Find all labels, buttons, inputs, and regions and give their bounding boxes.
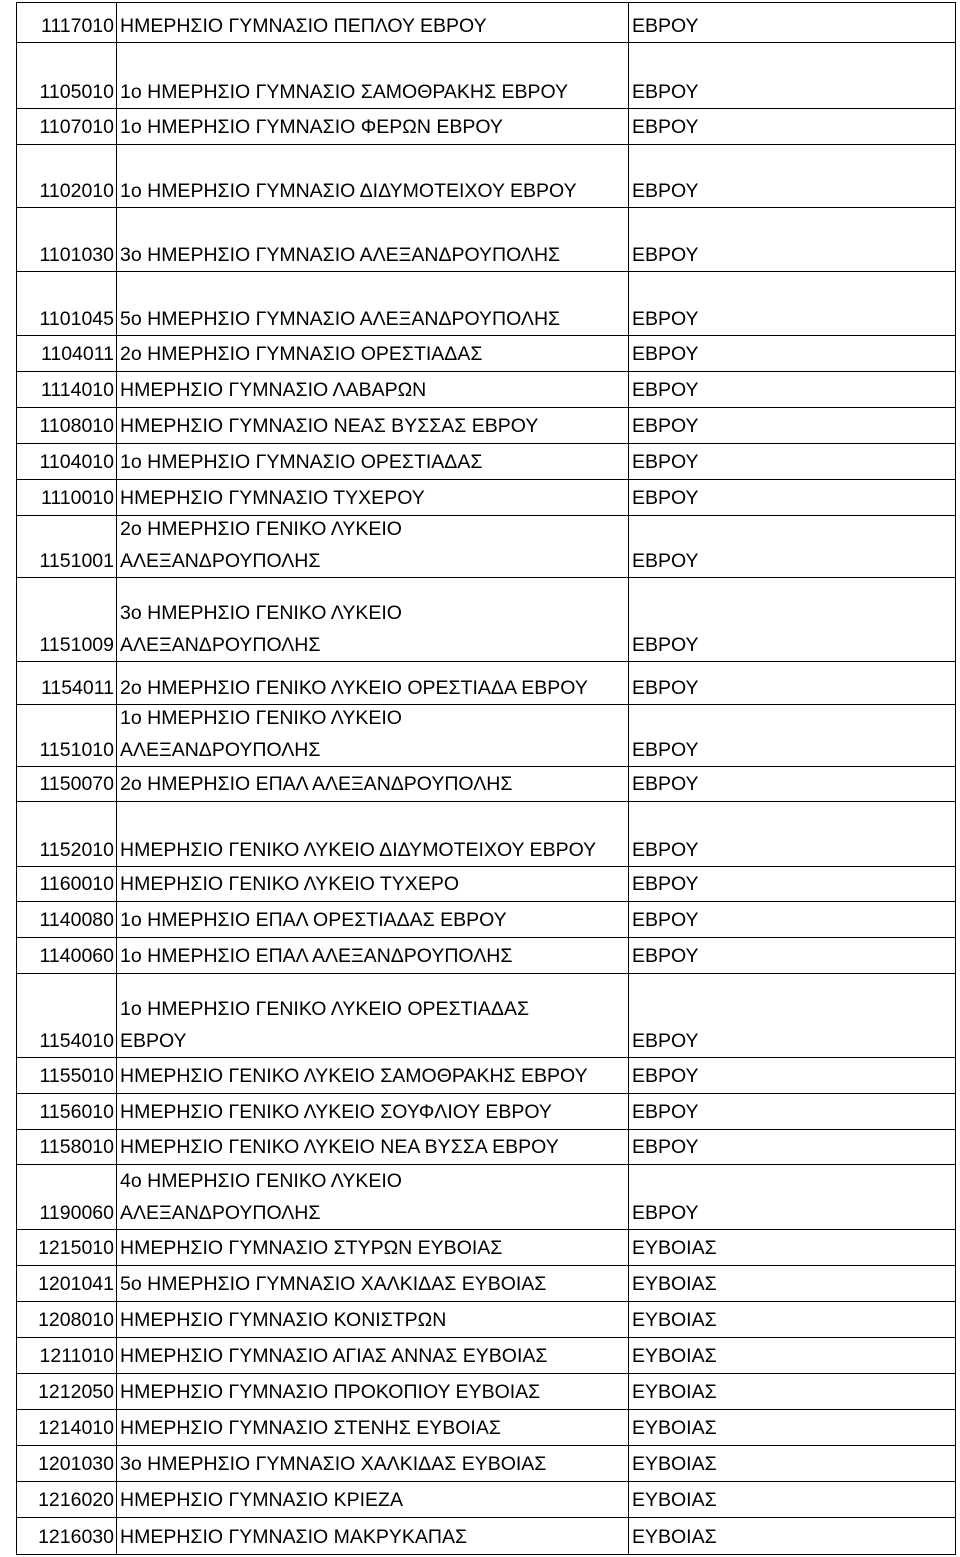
table-row: [16, 336, 956, 372]
table-row: [16, 1058, 956, 1094]
prefecture: ΕΥΒΟΙΑΣ: [628, 1446, 956, 1482]
school-name-line: 3ο ΗΜΕΡΗΣΙΟ ΓΥΜΝΑΣΙΟ ΑΛΕΞΑΝΔΡΟΥΠΟΛΗΣ: [120, 244, 561, 266]
table-row: [16, 480, 956, 516]
school-code: 1117010: [16, 2, 116, 43]
school-code: 1114010: [16, 372, 116, 408]
school-name: [116, 336, 628, 372]
prefecture: ΕΒΡΟΥ: [628, 1094, 956, 1130]
table-row: [16, 1446, 956, 1482]
prefecture: ΕΒΡΟΥ: [628, 372, 956, 408]
school-name-line: 5ο ΗΜΕΡΗΣΙΟ ΓΥΜΝΑΣΙΟ ΧΑΛΚΙΔΑΣ ΕΥΒΟΙΑΣ: [120, 1273, 547, 1295]
school-code: 1140080: [16, 902, 116, 938]
school-table: [16, 2, 956, 1555]
school-name-line: ΕΒΡΟΥ: [120, 1030, 187, 1052]
school-code: 1107010: [16, 109, 116, 145]
prefecture: ΕΒΡΟΥ: [628, 974, 956, 1058]
school-name-line: ΑΛΕΞΑΝΔΡΟΥΠΟΛΗΣ: [120, 550, 321, 572]
prefecture: ΕΥΒΟΙΑΣ: [628, 1374, 956, 1410]
school-name: [116, 1266, 628, 1302]
school-name: [116, 1410, 628, 1446]
prefecture: ΕΒΡΟΥ: [628, 867, 956, 902]
school-code: 1214010: [16, 1410, 116, 1446]
school-name-line: 3ο ΗΜΕΡΗΣΙΟ ΓΥΜΝΑΣΙΟ ΧΑΛΚΙΔΑΣ ΕΥΒΟΙΑΣ: [120, 1453, 547, 1475]
school-name-line: ΗΜΕΡΗΣΙΟ ΓΕΝΙΚΟ ΛΥΚΕΙΟ ΤΥΧΕΡΟ: [120, 873, 459, 895]
prefecture: ΕΒΡΟΥ: [628, 902, 956, 938]
school-code: 1154011: [16, 662, 116, 705]
school-name: [116, 1374, 628, 1410]
table-row: [16, 1302, 956, 1338]
school-name: [116, 1482, 628, 1518]
school-name-line: ΗΜΕΡΗΣΙΟ ΓΥΜΝΑΣΙΟ ΚΟΝΙΣΤΡΩΝ: [120, 1309, 447, 1331]
prefecture: ΕΒΡΟΥ: [628, 336, 956, 372]
table-row: [16, 938, 956, 974]
school-name-line: 2ο ΗΜΕΡΗΣΙΟ ΓΕΝΙΚΟ ΛΥΚΕΙΟ ΟΡΕΣΤΙΑΔΑ ΕΒΡΟΥ: [120, 677, 588, 699]
table-row: [16, 208, 956, 272]
school-code: 1215010: [16, 1230, 116, 1266]
school-code: 1104011: [16, 336, 116, 372]
table-row: [16, 802, 956, 867]
prefecture: ΕΒΡΟΥ: [628, 705, 956, 767]
table-row: [16, 1094, 956, 1130]
table-row: [16, 2, 956, 43]
school-name-line: 1ο ΗΜΕΡΗΣΙΟ ΓΥΜΝΑΣΙΟ ΣΑΜΟΘΡΑΚΗΣ ΕΒΡΟΥ: [120, 81, 569, 103]
school-name-line: ΑΛΕΞΑΝΔΡΟΥΠΟΛΗΣ: [120, 1202, 321, 1224]
table-row: [16, 145, 956, 208]
prefecture: ΕΒΡΟΥ: [628, 444, 956, 480]
school-name: [116, 1446, 628, 1482]
prefecture: ΕΒΡΟΥ: [628, 480, 956, 516]
school-code: 1216030: [16, 1518, 116, 1555]
prefecture: ΕΒΡΟΥ: [628, 1165, 956, 1230]
table-row: [16, 705, 956, 767]
school-name: [116, 578, 628, 662]
school-name-line: ΗΜΕΡΗΣΙΟ ΓΥΜΝΑΣΙΟ ΑΓΙΑΣ ΑΝΝΑΣ ΕΥΒΟΙΑΣ: [120, 1345, 548, 1367]
school-code: 1216020: [16, 1482, 116, 1518]
school-code: 1101030: [16, 208, 116, 272]
school-name-line: ΗΜΕΡΗΣΙΟ ΓΥΜΝΑΣΙΟ ΝΕΑΣ ΒΥΣΣΑΣ ΕΒΡΟΥ: [120, 415, 539, 437]
table-row: [16, 444, 956, 480]
school-code: 1201041: [16, 1266, 116, 1302]
table-row: [16, 974, 956, 1058]
school-code: 1152010: [16, 802, 116, 867]
school-code: 1201030: [16, 1446, 116, 1482]
school-name-line: 1ο ΗΜΕΡΗΣΙΟ ΕΠΑΛ ΟΡΕΣΤΙΑΔΑΣ ΕΒΡΟΥ: [120, 909, 507, 931]
school-name: [116, 1130, 628, 1165]
table-row: [16, 516, 956, 578]
prefecture: ΕΥΒΟΙΑΣ: [628, 1230, 956, 1266]
table-row: [16, 662, 956, 705]
school-code: 1211010: [16, 1338, 116, 1374]
school-name: [116, 2, 628, 43]
table-row: [16, 109, 956, 145]
school-name: [116, 1165, 628, 1230]
prefecture: ΕΒΡΟΥ: [628, 802, 956, 867]
school-name-line: 1ο ΗΜΕΡΗΣΙΟ ΓΕΝΙΚΟ ΛΥΚΕΙΟ: [120, 707, 402, 729]
school-name: [116, 1230, 628, 1266]
school-name: [116, 1094, 628, 1130]
prefecture: ΕΒΡΟΥ: [628, 1130, 956, 1165]
school-name: [116, 480, 628, 516]
school-name-line: ΑΛΕΞΑΝΔΡΟΥΠΟΛΗΣ: [120, 634, 321, 656]
school-name: [116, 516, 628, 578]
school-name-line: 2ο ΗΜΕΡΗΣΙΟ ΓΕΝΙΚΟ ΛΥΚΕΙΟ: [120, 518, 402, 540]
school-name: [116, 867, 628, 902]
table-row: [16, 1165, 956, 1230]
prefecture: ΕΥΒΟΙΑΣ: [628, 1482, 956, 1518]
school-name: [116, 208, 628, 272]
prefecture: ΕΥΒΟΙΑΣ: [628, 1338, 956, 1374]
prefecture: ΕΒΡΟΥ: [628, 109, 956, 145]
table-row: [16, 578, 956, 662]
prefecture: ΕΒΡΟΥ: [628, 1058, 956, 1094]
table-row: [16, 1374, 956, 1410]
school-code: 1190060: [16, 1165, 116, 1230]
school-code: 1155010: [16, 1058, 116, 1094]
school-name-line: ΗΜΕΡΗΣΙΟ ΓΥΜΝΑΣΙΟ ΠΡΟΚΟΠΙΟΥ ΕΥΒΟΙΑΣ: [120, 1381, 541, 1403]
school-code: 1208010: [16, 1302, 116, 1338]
prefecture: ΕΒΡΟΥ: [628, 208, 956, 272]
school-name: [116, 444, 628, 480]
school-name-line: 1ο ΗΜΕΡΗΣΙΟ ΓΕΝΙΚΟ ΛΥΚΕΙΟ ΟΡΕΣΤΙΑΔΑΣ: [120, 998, 530, 1020]
school-name: [116, 767, 628, 802]
school-name-line: ΑΛΕΞΑΝΔΡΟΥΠΟΛΗΣ: [120, 739, 321, 761]
school-name-line: 1ο ΗΜΕΡΗΣΙΟ ΓΥΜΝΑΣΙΟ ΟΡΕΣΤΙΑΔΑΣ: [120, 451, 483, 473]
prefecture: ΕΒΡΟΥ: [628, 272, 956, 336]
school-name: [116, 902, 628, 938]
school-code: 1160010: [16, 867, 116, 902]
table-row: [16, 1266, 956, 1302]
table-row: [16, 1230, 956, 1266]
school-code: 1151001: [16, 516, 116, 578]
table-row: [16, 1338, 956, 1374]
table-row: [16, 1130, 956, 1165]
school-code: 1110010: [16, 480, 116, 516]
school-name-line: ΗΜΕΡΗΣΙΟ ΓΥΜΝΑΣΙΟ ΣΤΕΝΗΣ ΕΥΒΟΙΑΣ: [120, 1417, 501, 1439]
table-row: [16, 43, 956, 109]
school-name-line: 2ο ΗΜΕΡΗΣΙΟ ΕΠΑΛ ΑΛΕΞΑΝΔΡΟΥΠΟΛΗΣ: [120, 773, 513, 795]
school-name-line: ΗΜΕΡΗΣΙΟ ΓΥΜΝΑΣΙΟ ΤΥΧΕΡΟΥ: [120, 487, 425, 509]
school-name-line: 4ο ΗΜΕΡΗΣΙΟ ΓΕΝΙΚΟ ΛΥΚΕΙΟ: [120, 1170, 402, 1192]
school-name: [116, 705, 628, 767]
school-name-line: ΗΜΕΡΗΣΙΟ ΓΕΝΙΚΟ ΛΥΚΕΙΟ ΣΑΜΟΘΡΑΚΗΣ ΕΒΡΟΥ: [120, 1065, 588, 1087]
prefecture: ΕΒΡΟΥ: [628, 2, 956, 43]
school-name: [116, 802, 628, 867]
prefecture: ΕΥΒΟΙΑΣ: [628, 1410, 956, 1446]
school-name-line: ΗΜΕΡΗΣΙΟ ΓΕΝΙΚΟ ΛΥΚΕΙΟ ΣΟΥΦΛΙΟΥ ΕΒΡΟΥ: [120, 1101, 552, 1123]
school-code: 1140060: [16, 938, 116, 974]
school-name-line: 5ο ΗΜΕΡΗΣΙΟ ΓΥΜΝΑΣΙΟ ΑΛΕΞΑΝΔΡΟΥΠΟΛΗΣ: [120, 308, 561, 330]
school-name: [116, 974, 628, 1058]
prefecture: ΕΒΡΟΥ: [628, 578, 956, 662]
school-name: [116, 109, 628, 145]
school-name: [116, 145, 628, 208]
school-code: 1105010: [16, 43, 116, 109]
prefecture: ΕΥΒΟΙΑΣ: [628, 1302, 956, 1338]
school-name: [116, 1058, 628, 1094]
school-code: 1101045: [16, 272, 116, 336]
school-code: 1151010: [16, 705, 116, 767]
prefecture: ΕΒΡΟΥ: [628, 662, 956, 705]
table-row: [16, 1482, 956, 1518]
table-row: [16, 408, 956, 444]
school-name: [116, 1518, 628, 1555]
school-code: 1104010: [16, 444, 116, 480]
table-row: [16, 372, 956, 408]
school-code: 1102010: [16, 145, 116, 208]
school-name-line: ΗΜΕΡΗΣΙΟ ΓΥΜΝΑΣΙΟ ΠΕΠΛΟΥ ΕΒΡΟΥ: [120, 15, 487, 37]
prefecture: ΕΒΡΟΥ: [628, 516, 956, 578]
school-name-line: ΗΜΕΡΗΣΙΟ ΓΥΜΝΑΣΙΟ ΛΑΒΑΡΩΝ: [120, 379, 427, 401]
school-name: [116, 372, 628, 408]
prefecture: ΕΥΒΟΙΑΣ: [628, 1518, 956, 1555]
school-name-line: ΗΜΕΡΗΣΙΟ ΓΥΜΝΑΣΙΟ ΣΤΥΡΩΝ ΕΥΒΟΙΑΣ: [120, 1237, 503, 1259]
school-code: 1158010: [16, 1130, 116, 1165]
school-name-line: 1ο ΗΜΕΡΗΣΙΟ ΕΠΑΛ ΑΛΕΞΑΝΔΡΟΥΠΟΛΗΣ: [120, 945, 513, 967]
school-name: [116, 1338, 628, 1374]
school-name-line: 1ο ΗΜΕΡΗΣΙΟ ΓΥΜΝΑΣΙΟ ΔΙΔΥΜΟΤΕΙΧΟΥ ΕΒΡΟΥ: [120, 180, 577, 202]
prefecture: ΕΒΡΟΥ: [628, 43, 956, 109]
prefecture: ΕΒΡΟΥ: [628, 145, 956, 208]
table-row: [16, 867, 956, 902]
school-name-line: 3ο ΗΜΕΡΗΣΙΟ ΓΕΝΙΚΟ ΛΥΚΕΙΟ: [120, 602, 402, 624]
school-name-line: ΗΜΕΡΗΣΙΟ ΓΕΝΙΚΟ ΛΥΚΕΙΟ ΝΕΑ ΒΥΣΣΑ ΕΒΡΟΥ: [120, 1136, 559, 1158]
school-code: 1156010: [16, 1094, 116, 1130]
table-row: [16, 1410, 956, 1446]
school-name: [116, 43, 628, 109]
school-name-line: ΗΜΕΡΗΣΙΟ ΓΥΜΝΑΣΙΟ ΚΡΙΕΖΑ: [120, 1489, 403, 1511]
school-name-line: ΗΜΕΡΗΣΙΟ ΓΥΜΝΑΣΙΟ ΜΑΚΡΥΚΑΠΑΣ: [120, 1526, 468, 1548]
school-code: 1150070: [16, 767, 116, 802]
table-row: [16, 767, 956, 802]
prefecture: ΕΒΡΟΥ: [628, 408, 956, 444]
school-name: [116, 938, 628, 974]
school-code: 1108010: [16, 408, 116, 444]
school-code: 1154010: [16, 974, 116, 1058]
school-name-line: 2ο ΗΜΕΡΗΣΙΟ ΓΥΜΝΑΣΙΟ ΟΡΕΣΤΙΑΔΑΣ: [120, 343, 483, 365]
table-row: [16, 902, 956, 938]
school-code: 1212050: [16, 1374, 116, 1410]
school-name: [116, 1302, 628, 1338]
prefecture: ΕΒΡΟΥ: [628, 767, 956, 802]
school-name: [116, 408, 628, 444]
table-row: [16, 1518, 956, 1555]
school-name-line: 1ο ΗΜΕΡΗΣΙΟ ΓΥΜΝΑΣΙΟ ΦΕΡΩΝ ΕΒΡΟΥ: [120, 116, 503, 138]
school-name: [116, 272, 628, 336]
school-code: 1151009: [16, 578, 116, 662]
table-row: [16, 272, 956, 336]
school-name: [116, 662, 628, 705]
school-name-line: ΗΜΕΡΗΣΙΟ ΓΕΝΙΚΟ ΛΥΚΕΙΟ ΔΙΔΥΜΟΤΕΙΧΟΥ ΕΒΡΟΥ: [120, 839, 597, 861]
prefecture: ΕΥΒΟΙΑΣ: [628, 1266, 956, 1302]
prefecture: ΕΒΡΟΥ: [628, 938, 956, 974]
